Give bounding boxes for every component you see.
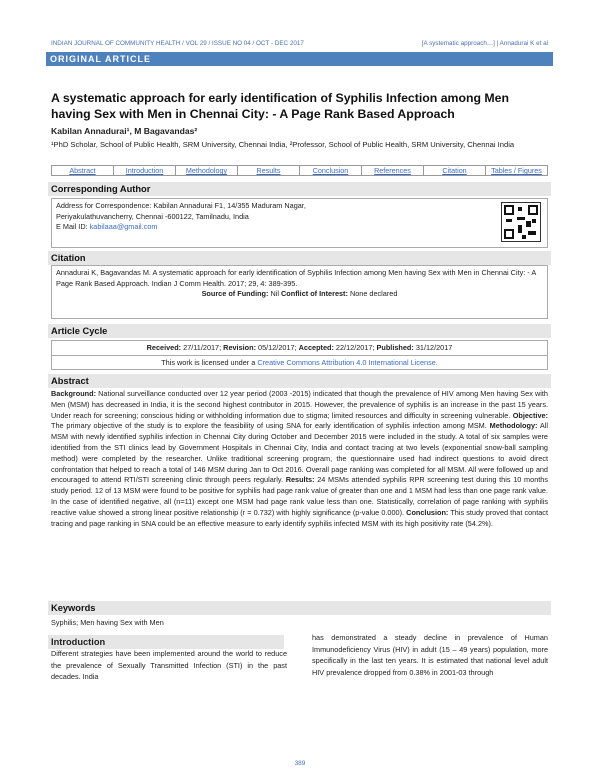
email-link[interactable]: kabilaaa@gmail.com xyxy=(89,222,158,231)
results-label: Results: xyxy=(285,475,315,485)
license-text: This work is licensed under a xyxy=(161,358,258,367)
revision-date: 05/12/2017; xyxy=(256,343,299,352)
correspondence-box xyxy=(51,198,548,248)
conflict-value: None declared xyxy=(347,289,398,298)
article-cycle-box xyxy=(51,340,548,370)
section-heading-citation: Citation xyxy=(48,251,551,265)
cycle-dates xyxy=(52,341,547,355)
authors: Kabilan Annadurai¹, M Bagavandas² xyxy=(51,126,198,136)
revision-label: Revision: xyxy=(223,343,257,352)
conclusion-text: This study proved that contact tracing and page ranking in SNA could be an effective measure to early identify syphilis infected MSM with its high positivity rate (54.2%). xyxy=(51,507,548,528)
journal-line: INDIAN JOURNAL OF COMMUNITY HEALTH / VOL 29 / ISSUE NO 04 / OCT - DEC 2017 xyxy=(51,40,304,47)
qr-code-icon xyxy=(501,202,541,242)
citation-box xyxy=(51,265,548,319)
introduction-left-column: Different strategies have been implemented around the world to reduce the prevalence of Sexually Transmitted Infection (STI) in the past decades. India xyxy=(51,649,287,682)
funding-value: Nil xyxy=(268,289,282,298)
email-label: E Mail ID: xyxy=(56,222,90,231)
background-text: National surveillance conducted over 12 year period (2003 -2015) indicated that though the prevalence of HIV among Men having Sex with Men (MSM) has decreased in India, it is the second highest contributor in 2015. However, the prevalence of syphilis is an increase in the past 15 years. Under reach for screening; conscious hiding or withholding information due to stigma; limited resources and difficulty in screening vulnerable. xyxy=(51,389,548,420)
license-row xyxy=(52,355,547,370)
methodology-text: All MSM with newly identified syphilis infection in Chennai City during October and December 2015 were included in the study. A total of six samples were identified from the STI clinics lead by Government Hospitals in Chennai City, India and contact tracing at two levels (exponential snow-ball sampling method) were completed by the researcher. Unlike traditional screening program, the questionnaire used had indirect questions to avoid direct confrontation that helped to reach a total of 146 MSM during Jan to Oct 2016. Overall page ranking was completed for all MSM. All were followed up and encouraged to attend RTI/STI screening clinic through peers regularly. xyxy=(51,421,548,485)
section-heading-introduction: Introduction xyxy=(48,635,284,649)
received-label: Received: xyxy=(146,343,182,352)
accepted-label: Accepted: xyxy=(298,343,334,352)
section-heading-keywords: Keywords xyxy=(48,601,551,615)
nav-abstract[interactable]: Abstract xyxy=(52,166,114,175)
section-nav xyxy=(51,165,548,176)
citation-text: Annadurai K, Bagavandas M. A systematic approach for early identification of Syphilis Infection among Men having Sex with Men in Chennai City: - A Page Rank Based Approach. Indian J Comm Health. 2017; 29, 4: 389-395. xyxy=(56,268,536,288)
nav-tables-figures[interactable]: Tables / Figures xyxy=(491,166,542,175)
introduction-right-column: has demonstrated a steady decline in prevalence of Human Immunodeficiency Virus (HIV) in adult (15 – 49 years) population, more specifically in the last ten years. It is estimated that national level adult HIV prevalence dropped from 0.38% in 2001-03 through xyxy=(312,633,548,677)
methodology-label: Methodology: xyxy=(489,421,538,431)
running-title: [A systematic approach…] | Annadurai K et al xyxy=(421,40,548,47)
objective-label: Objective: xyxy=(512,410,548,420)
page-number: 389 xyxy=(294,760,306,767)
email-row xyxy=(56,222,543,233)
nav-citation[interactable]: Citation xyxy=(424,166,486,175)
article-title: A systematic approach for early identification of Syphilis Infection among Men having Sex with Men in Chennai City: - A Page Rank Based Approach xyxy=(51,91,510,121)
published-label: Published: xyxy=(376,343,414,352)
published-date: 31/12/2017 xyxy=(413,343,453,352)
keywords-text: Syphilis; Men having Sex with Men xyxy=(51,618,164,627)
nav-references[interactable]: References xyxy=(362,166,424,175)
nav-introduction[interactable]: Introduction xyxy=(114,166,176,175)
objective-text: The primary objective of the study is to explore the feasibility of using SNA for early identification of syphilis infection among MSM. xyxy=(51,421,490,431)
funding-conflict xyxy=(56,289,543,300)
abstract-body xyxy=(51,389,548,529)
funding-label: Source of Funding: xyxy=(201,289,269,298)
conflict-label: Conflict of Interest: xyxy=(281,289,348,298)
received-date: 27/11/2017; xyxy=(181,343,224,352)
background-label: Background: xyxy=(51,389,96,398)
address-line-1: Address for Correspondence: Kabilan Annadurai F1, 14/355 Maduram Nagar, xyxy=(56,201,306,210)
conclusion-label: Conclusion: xyxy=(406,507,449,517)
section-heading-article-cycle: Article Cycle xyxy=(48,324,551,338)
address-line-2: Periyakulathuvancherry, Chennai -600122, Tamilnadu, India xyxy=(56,211,249,221)
affiliation: ¹PhD Scholar, School of Public Health, SRM University, Chennai India, ²Professor, School of Public Health, SRM University, Chennai India xyxy=(51,140,515,149)
nav-methodology[interactable]: Methodology xyxy=(176,166,238,175)
article-type-banner: ORIGINAL ARTICLE xyxy=(46,52,553,66)
results-text: 24 MSMs attended syphilis RPR screening test during this 10 months study period. 12 of 13 MSM were found to be positive for syphilis had page rank value of greater than one and 1 MSM had less than one page rank value. In the case of identified negative, all (n=11) except one MSM had page rank value less than one. Statistically, correlation of page ranking with syphilis reactive value showed a strong linear positive relationship (r = 0.732) with highly significance (p-value 0.000). xyxy=(51,475,548,517)
accepted-date: 22/12/2017; xyxy=(333,343,377,352)
section-heading-abstract: Abstract xyxy=(48,374,551,388)
license-link[interactable]: Creative Commons Attribution 4.0 International License. xyxy=(257,358,438,367)
nav-results[interactable]: Results xyxy=(238,166,300,175)
section-heading-corresponding: Corresponding Author xyxy=(48,182,551,196)
nav-conclusion[interactable]: Conclusion xyxy=(300,166,362,175)
